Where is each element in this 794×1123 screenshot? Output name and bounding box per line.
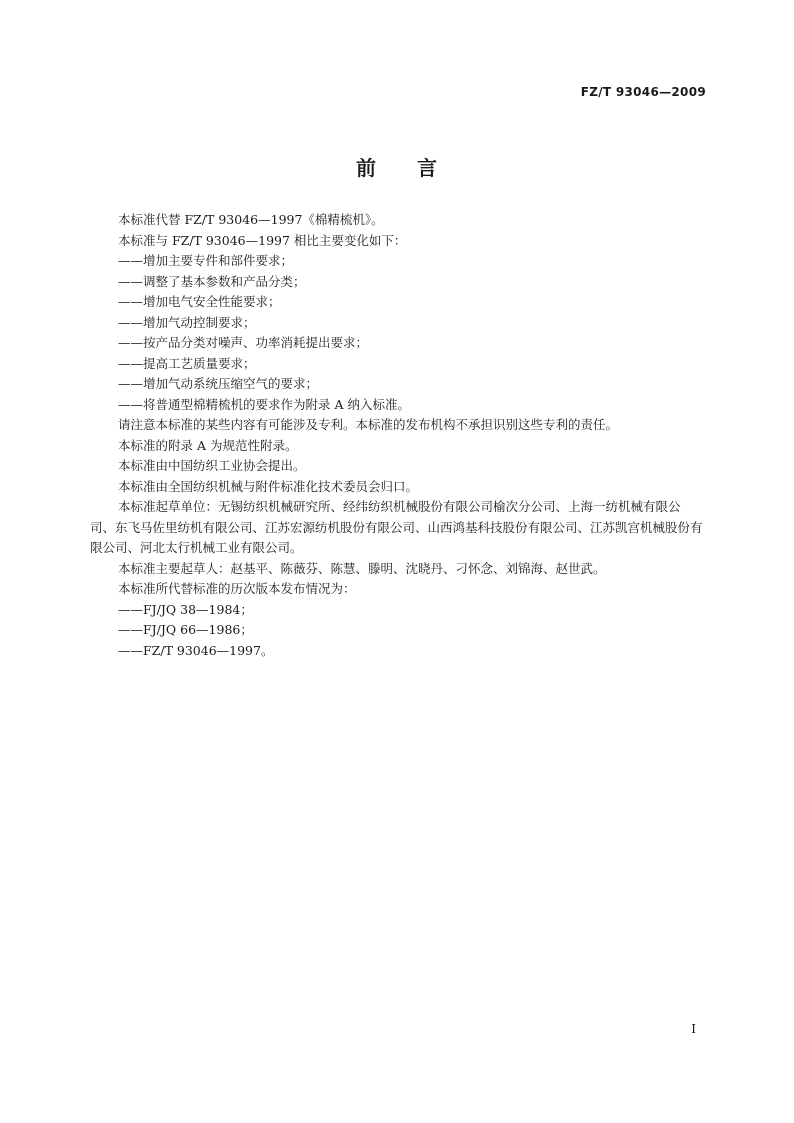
- list-item: ——增加气动系统压缩空气的要求；: [118, 376, 319, 391]
- paragraph: 本标准与 FZ/T 93046—1997 相比主要变化如下：: [118, 232, 407, 248]
- list-item: ——FZ/T 93046—1997。: [118, 642, 274, 658]
- list-item: ——增加气动控制要求；: [118, 314, 256, 330]
- paragraph: 本标准由全国纺织机械与附件标准化技术委员会归口。: [118, 478, 419, 494]
- list-item: ——调整了基本参数和产品分类；: [118, 273, 306, 289]
- title-part-1: 前: [356, 156, 377, 180]
- paragraph: 本标准所代替标准的历次版本发布情况为：: [118, 581, 356, 596]
- list-item: ——提高工艺质量要求；: [118, 355, 256, 371]
- paragraph: 本标准代替 FZ/T 93046—1997《棉精梳机》。: [118, 212, 384, 227]
- paragraph: 本标准的附录 A 为规范性附录。: [118, 437, 298, 453]
- paragraph: 本标准主要起草人：赵基平、陈薇芬、陈慧、滕明、沈晓丹、刁怀念、刘锦海、赵世武。: [118, 560, 606, 576]
- paragraph: 本标准起草单位：无锡纺织机械研究所、经纬纺织机械股份有限公司榆次分公司、上海一纺机械有限公司、东飞马佐里纺机有限公司、江苏宏源纺机股份有限公司、山西鸿基科技股份有限公司、江苏凯宫机械股份有限公司、河北太行机械工业有限公司。: [90, 499, 703, 555]
- list-item: ——增加主要专件和部件要求；: [118, 253, 294, 268]
- list-item: ——FJ/JQ 66—1986；: [118, 622, 253, 637]
- standard-code: FZ/T 93046—2009: [580, 85, 706, 99]
- list-item: ——增加电气安全性能要求；: [118, 294, 281, 309]
- page-number: I: [691, 1022, 696, 1036]
- list-item: ——将普通型棉精梳机的要求作为附录 A 纳入标准。: [118, 396, 410, 412]
- list-item: ——按产品分类对噪声、功率消耗提出要求；: [118, 335, 369, 350]
- title-part-2: 言: [417, 156, 438, 180]
- paragraph: 请注意本标准的某些内容有可能涉及专利。本标准的发布机构不承担识别这些专利的责任。: [118, 417, 619, 432]
- foreword-body: [90, 210, 704, 661]
- page-title: [0, 152, 794, 181]
- paragraph: 本标准由中国纺织工业协会提出。: [118, 458, 306, 473]
- list-item: ——FJ/JQ 38—1984；: [118, 601, 253, 617]
